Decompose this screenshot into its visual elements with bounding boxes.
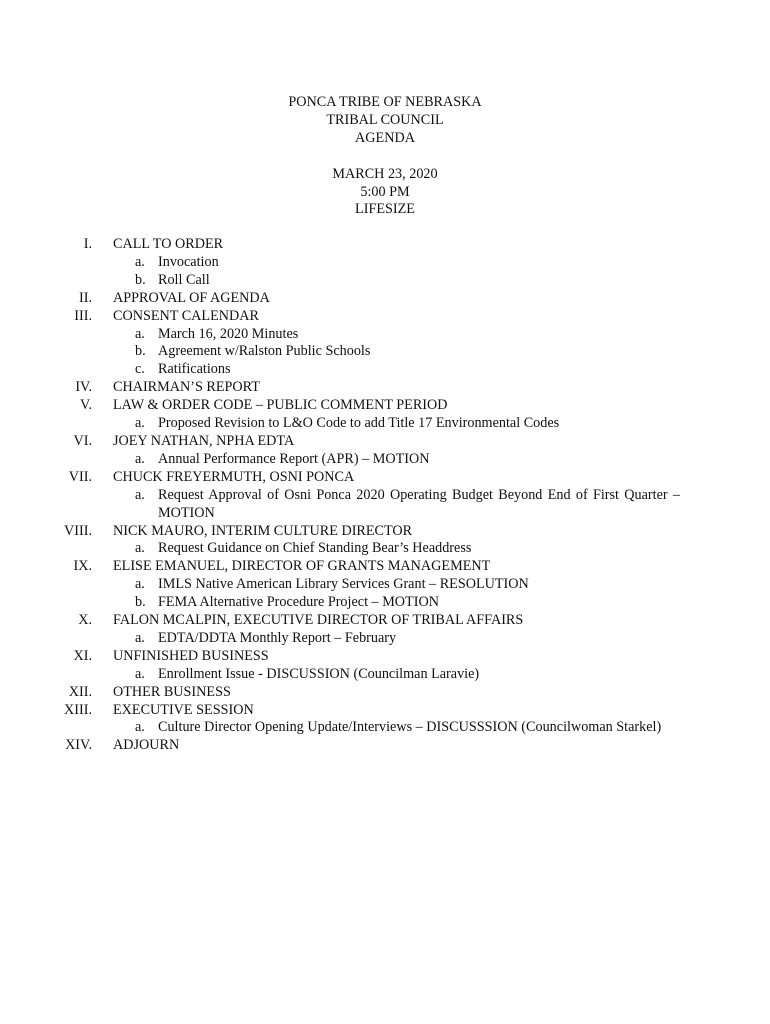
agenda-subitem <box>0 540 770 558</box>
agenda-subitem-letter: a. <box>135 665 145 682</box>
agenda-subitem <box>0 576 770 594</box>
agenda-subitem-text: Agreement w/Ralston Public Schools <box>158 343 371 360</box>
agenda-item-number: VI. <box>73 432 92 449</box>
agenda-subitem-text: Request Approval of Osni Ponca 2020 Operating Budget Beyond End of First Quarter – MOTION <box>158 486 680 521</box>
agenda-subitem-text: March 16, 2020 Minutes <box>158 325 299 342</box>
agenda-subitem-text: Culture Director Opening Update/Interviews – DISCUSSSION (Councilwoman Starkel) <box>158 719 662 736</box>
agenda-item-title: ADJOURN <box>113 737 180 754</box>
agenda-item-number: XI. <box>73 647 92 664</box>
agenda-item <box>0 523 770 541</box>
agenda-subitem-letter: a. <box>135 486 145 503</box>
agenda-item-title: EXECUTIVE SESSION <box>113 701 254 718</box>
agenda-item <box>0 308 770 326</box>
agenda-item-title: ELISE EMANUEL, DIRECTOR OF GRANTS MANAGEMENT <box>113 558 491 575</box>
agenda-item-title: CONSENT CALENDAR <box>113 307 259 324</box>
agenda-subitem <box>0 343 770 361</box>
agenda-subitem <box>0 326 770 344</box>
header-spacer <box>0 148 770 166</box>
agenda-subitem <box>0 451 770 469</box>
agenda-subitem-letter: a. <box>135 450 145 467</box>
agenda-item <box>0 290 770 308</box>
agenda-item-number: VII. <box>68 468 92 485</box>
agenda-item <box>0 737 770 755</box>
agenda-subitem-text: Proposed Revision to L&O Code to add Title 17 Environmental Codes <box>158 415 560 432</box>
meeting-location: LIFESIZE <box>355 201 415 218</box>
agenda-item-title: FALON MCALPIN, EXECUTIVE DIRECTOR OF TRIBAL AFFAIRS <box>113 612 524 629</box>
agenda-item-title: OTHER BUSINESS <box>113 683 231 700</box>
agenda-subitem <box>0 254 770 272</box>
agenda-item-title: LAW & ORDER CODE – PUBLIC COMMENT PERIOD <box>113 397 448 414</box>
agenda-item-title: CALL TO ORDER <box>113 236 224 252</box>
agenda-subitem-letter: a. <box>135 629 145 646</box>
agenda-item-number: III. <box>74 307 92 324</box>
agenda-subitem <box>0 594 770 612</box>
agenda-item-number: XIII. <box>64 701 92 718</box>
agenda-subitem-letter: a. <box>135 325 145 342</box>
agenda-item <box>0 648 770 666</box>
agenda-item <box>0 702 770 720</box>
agenda-subitem-letter: a. <box>135 540 145 557</box>
agenda-item-title: CHUCK FREYERMUTH, OSNI PONCA <box>113 468 355 485</box>
agenda-subitem-text: FEMA Alternative Procedure Project – MOTION <box>158 594 439 611</box>
agenda-item <box>0 397 770 415</box>
meeting-date: MARCH 23, 2020 <box>332 165 438 182</box>
agenda-item-title: NICK MAURO, INTERIM CULTURE DIRECTOR <box>113 522 413 539</box>
agenda-item <box>0 379 770 397</box>
agenda-subitem <box>0 415 770 433</box>
agenda-item <box>0 612 770 630</box>
council-name: TRIBAL COUNCIL <box>326 111 444 128</box>
agenda-subitem-letter: a. <box>135 719 145 736</box>
agenda-item <box>0 236 770 254</box>
document-title: AGENDA <box>355 129 415 146</box>
organization-name: PONCA TRIBE OF NEBRASKA <box>288 94 482 110</box>
agenda-subitem-letter: a. <box>135 415 145 432</box>
agenda-subitem-text: Roll Call <box>158 271 210 288</box>
agenda-item-title: UNFINISHED BUSINESS <box>113 647 269 664</box>
agenda-subitem <box>0 272 770 290</box>
agenda-item-number: II. <box>79 289 92 306</box>
agenda-subitem <box>0 666 770 684</box>
agenda-item-title: CHAIRMAN’S REPORT <box>113 379 260 396</box>
agenda-subitem-letter: a. <box>135 576 145 593</box>
agenda-subitem-text: IMLS Native American Library Services Grant – RESOLUTION <box>158 576 529 593</box>
agenda-subitem-text: Invocation <box>158 253 219 270</box>
agenda-item <box>0 469 770 487</box>
agenda-item-number: V. <box>80 397 92 414</box>
agenda-header <box>0 94 770 219</box>
agenda-item-title: JOEY NATHAN, NPHA EDTA <box>113 432 295 449</box>
agenda-subitem <box>0 719 770 737</box>
agenda-item-number: X. <box>78 612 92 629</box>
agenda-item-number: XIV. <box>65 737 92 754</box>
agenda-subitem <box>0 361 770 379</box>
agenda-item-number: XII. <box>68 683 92 700</box>
agenda-subitem-text: Request Guidance on Chief Standing Bear’s Headdress <box>158 540 472 557</box>
agenda-item-number: VIII. <box>64 522 92 539</box>
agenda-item <box>0 433 770 451</box>
agenda-subitem-letter: b. <box>135 343 146 360</box>
agenda-subitem-letter: c. <box>135 361 145 378</box>
agenda-item-number: IV. <box>75 379 92 396</box>
agenda-subitem <box>0 630 770 648</box>
agenda-subitem-letter: b. <box>135 594 146 611</box>
agenda-item-number: I. <box>83 236 92 252</box>
agenda-item-number: IX. <box>73 558 92 575</box>
agenda-subitem-text: Ratifications <box>158 361 231 378</box>
agenda-subitem <box>0 487 770 523</box>
agenda-subitem-text: EDTA/DDTA Monthly Report – February <box>158 629 397 646</box>
agenda-subitem-text: Enrollment Issue - DISCUSSION (Councilman Laravie) <box>158 665 480 682</box>
agenda-item <box>0 684 770 702</box>
agenda-item <box>0 558 770 576</box>
meeting-time: 5:00 PM <box>360 183 410 200</box>
agenda-subitem-letter: a. <box>135 253 145 270</box>
agenda-item-title: APPROVAL OF AGENDA <box>113 289 270 306</box>
agenda-subitem-text: Annual Performance Report (APR) – MOTION <box>158 450 430 467</box>
agenda-list <box>0 236 770 755</box>
agenda-subitem-letter: b. <box>135 271 146 288</box>
